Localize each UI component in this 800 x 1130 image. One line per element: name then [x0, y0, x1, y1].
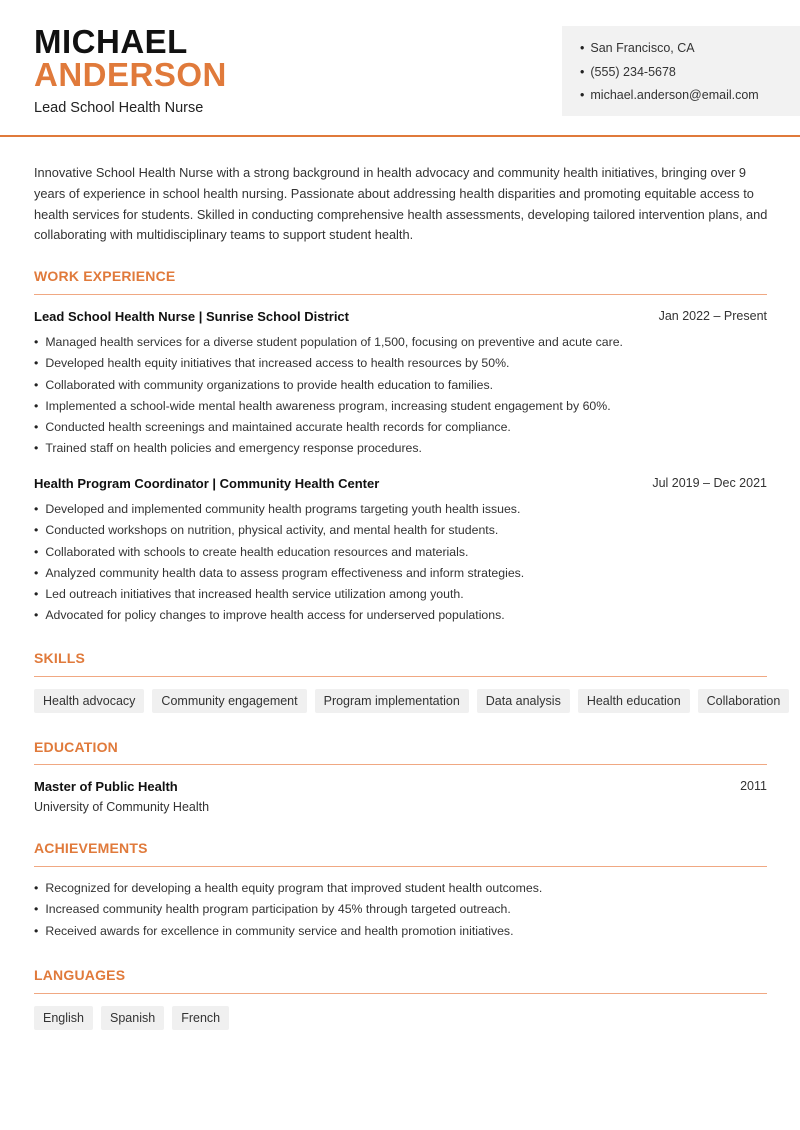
language-tag: English	[34, 1006, 93, 1030]
list-item: • Implemented a school-wide mental health awareness program, increasing student engagement by 60%.	[34, 396, 774, 417]
section-title-education: EDUCATION	[34, 739, 118, 755]
section-divider	[34, 676, 767, 677]
list-item: • Developed health equity initiatives that increased access to health resources by 50%.	[34, 353, 774, 374]
list-item: • Developed and implemented community health programs targeting youth health issues.	[34, 499, 774, 520]
job-title: Lead School Health Nurse	[34, 100, 204, 116]
skills-tags	[34, 689, 789, 713]
skill-tag: Data analysis	[477, 689, 570, 713]
job-date: Jan 2022 – Present	[658, 309, 767, 323]
contact-location: • San Francisco, CA	[580, 37, 784, 61]
section-divider	[34, 764, 767, 765]
list-item: • Trained staff on health policies and emergency response procedures.	[34, 438, 774, 459]
list-item: • Conducted health screenings and maintained accurate health records for compliance.	[34, 417, 774, 438]
section-divider	[34, 294, 767, 295]
job-bullets	[34, 499, 774, 627]
list-item: • Collaborated with schools to create health education resources and materials.	[34, 542, 774, 563]
degree: Master of Public Health	[34, 779, 178, 794]
list-item: • Advocated for policy changes to improve health access for underserved populations.	[34, 605, 774, 626]
resume-header	[0, 0, 800, 137]
language-tags	[34, 1006, 229, 1030]
section-title-achievements: ACHIEVEMENTS	[34, 840, 148, 856]
job-header	[34, 476, 767, 491]
skill-tag: Program implementation	[315, 689, 469, 713]
contact-phone: • (555) 234-5678	[580, 61, 784, 85]
contact-box	[562, 26, 800, 116]
last-name: ANDERSON	[34, 56, 227, 93]
section-title-skills: SKILLS	[34, 650, 85, 666]
skill-tag: Health education	[578, 689, 690, 713]
skill-tag: Community engagement	[152, 689, 306, 713]
education-year: 2011	[740, 779, 767, 793]
list-item: • Recognized for developing a health equity program that improved student health outcomes.	[34, 878, 774, 899]
job-date: Jul 2019 – Dec 2021	[652, 476, 767, 490]
list-item: • Collaborated with community organizations to provide health education to families.	[34, 375, 774, 396]
contact-email[interactable]: • michael.anderson@email.com	[580, 84, 784, 108]
job-header	[34, 309, 767, 324]
list-item: • Led outreach initiatives that increased health service utilization among youth.	[34, 584, 774, 605]
first-name: MICHAEL	[34, 23, 188, 60]
summary: Innovative School Health Nurse with a strong background in health advocacy and community health initiatives, bringing over 9 years of experience in school health nursing. Passionate about addressing health disparities and promoting equitable access to health services for students. Skilled in conducting comprehensive health assessments, developing tailored intervention plans, and collaborating with multidisciplinary teams to support student health.	[34, 165, 768, 243]
list-item: • Increased community health program participation by 45% through targeted outreach.	[34, 899, 774, 920]
section-title-work: WORK EXPERIENCE	[34, 268, 176, 284]
job-role: Health Program Coordinator | Community Health Center	[34, 476, 380, 491]
list-item: • Received awards for excellence in community service and health promotion initiatives.	[34, 921, 774, 942]
skill-tag: Health advocacy	[34, 689, 144, 713]
job-role: Lead School Health Nurse | Sunrise School District	[34, 309, 349, 324]
achievement-bullets	[34, 878, 774, 942]
language-tag: French	[172, 1006, 229, 1030]
section-divider	[34, 993, 767, 994]
list-item: • Managed health services for a diverse student population of 1,500, focusing on preventive and acute care.	[34, 332, 774, 353]
education-header	[34, 779, 767, 794]
section-divider	[34, 866, 767, 867]
school-name: University of Community Health	[34, 800, 210, 814]
job-bullets	[34, 332, 774, 460]
section-title-languages: LANGUAGES	[34, 967, 126, 983]
list-item: • Analyzed community health data to assess program effectiveness and inform strategies.	[34, 563, 774, 584]
list-item: • Conducted workshops on nutrition, physical activity, and mental health for students.	[34, 520, 774, 541]
language-tag: Spanish	[101, 1006, 164, 1030]
skill-tag: Collaboration	[698, 689, 790, 713]
